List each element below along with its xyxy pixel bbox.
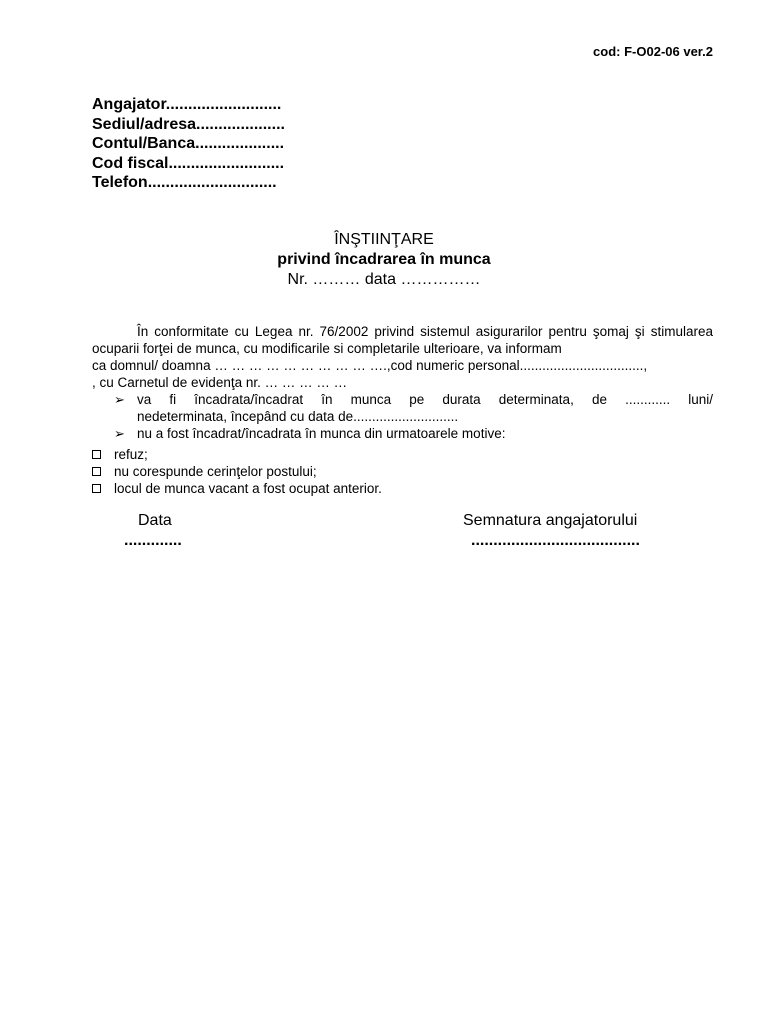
reasons-list: [92, 446, 382, 497]
checkbox-icon: [92, 467, 101, 476]
intro-line-4: , cu Carnetul de evidenţa nr. … … … … …: [92, 375, 348, 390]
title-block: [0, 230, 768, 290]
checkbox-icon: [92, 484, 101, 493]
intro-line-2: stimularea ocuparii forţei de munca, cu modificarile si completarile ulterioare, va informam: [92, 324, 713, 356]
arrow-bullet-icon: ➢: [114, 392, 125, 407]
arrow-bullet-icon: ➢: [114, 426, 125, 441]
date-placeholder: .............: [124, 532, 182, 549]
address-field: Sediul/adresa....................: [92, 115, 285, 133]
number-date-line: Nr. ……… data ……………: [287, 271, 481, 288]
phone-field: Telefon.............................: [92, 174, 277, 191]
signature-placeholder: ......................................: [471, 532, 640, 549]
bullet-not-employed-text: nu a fost încadrat/încadrata în munca din urmatoarele motive:: [137, 426, 506, 441]
intro-paragraph: [92, 323, 713, 357]
bullet-employed-line-1: va fi încadrata/încadrat în munca pe durata determinata, de ............ luni/: [137, 392, 713, 407]
intro-line-3: ca domnul/ doamna … … … … … … … … … ….,cod numeric personal.................................,: [92, 358, 648, 373]
notice-body: [92, 323, 713, 442]
intro-line-1: În conformitate cu Legea nr. 76/2002 privind sistemul asigurarilor pentru şomaj şi: [137, 324, 645, 339]
reason-text: refuz;: [114, 447, 148, 462]
reason-text: locul de munca vacant a fost ocupat anterior.: [114, 481, 382, 496]
reason-text: nu corespunde cerinţelor postului;: [114, 464, 317, 479]
list-item: [92, 480, 382, 497]
fiscal-code-field: Cod fiscal..........................: [92, 154, 285, 172]
account-field: Contul/Banca....................: [92, 135, 285, 152]
document-title: ÎNŞTIINŢARE: [334, 231, 434, 248]
bullet-employed: [92, 391, 713, 425]
bullet-not-employed: [92, 425, 713, 442]
signature-label: Semnatura angajatorului: [463, 512, 638, 529]
form-code: cod: F-O02-06 ver.2: [593, 44, 713, 59]
document-subtitle: privind încadrarea în munca: [277, 251, 491, 268]
list-item: [92, 463, 382, 480]
bullet-employed-line-2: nedeterminata, începând cu data de............................: [137, 409, 459, 424]
employer-header: [92, 95, 285, 193]
date-label: Data: [138, 512, 172, 529]
checkbox-icon: [92, 450, 101, 459]
employer-field: Angajator..........................: [92, 96, 282, 113]
list-item: [92, 446, 382, 463]
